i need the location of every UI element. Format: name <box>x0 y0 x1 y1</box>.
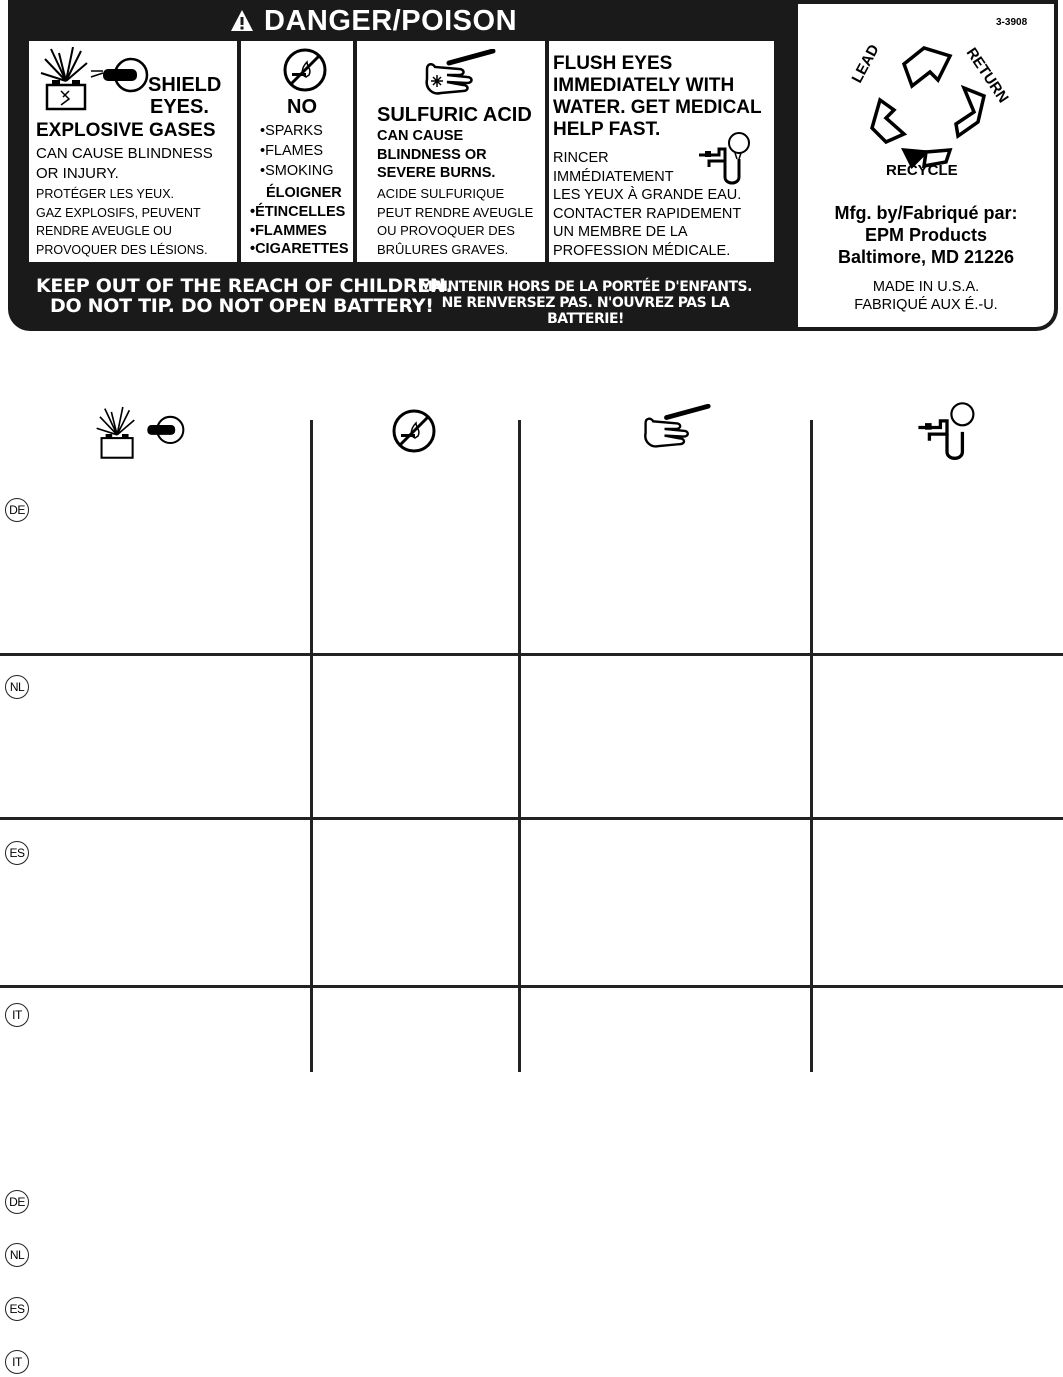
grid-row-divider <box>0 985 1063 988</box>
made-in-usa: MADE IN U.S.A. FABRIQUÉ AUX É.-U. <box>854 279 998 313</box>
children-warning-fr: MAINTENIR HORS DE LA PORTÉE D'ENFANTS. NE RENVERSEZ PAS. N'OUVREZ PAS LA BATTERIE! <box>419 279 752 327</box>
panel-flush-eyes <box>549 41 774 262</box>
no-heading: NO <box>287 96 317 118</box>
lang-badge-it: IT <box>5 1350 29 1374</box>
panel3-fr-text: ACIDE SULFURIQUE PEUT RENDRE AVEUGLE OU PROVOQUER DES BRÛLURES GRAVES. <box>377 186 534 257</box>
lead-text: LEAD <box>848 41 883 86</box>
lang-badge-it: IT <box>5 1003 29 1027</box>
panel1-en-text: CAN CAUSE BLINDNESS OR INJURY. <box>36 145 213 182</box>
grid-row-divider <box>0 653 1063 656</box>
explosive-gases-text: EXPLOSIVE GASES <box>36 120 216 141</box>
lang-badge-es: ES <box>5 1297 29 1321</box>
grid-row-divider <box>0 817 1063 820</box>
no-flame-icon <box>391 408 437 454</box>
battery-explosion-icon <box>39 47 149 113</box>
lang-badge-es: ES <box>5 841 29 865</box>
flush-eyes-heading: FLUSH EYES IMMEDIATELY WITH WATER. GET MEDICAL HELP FAST. <box>553 53 762 140</box>
no-flame-icon <box>282 47 328 93</box>
return-text: RETURN <box>962 44 1012 107</box>
panel1-fr-text: PROTÉGER LES YEUX. GAZ EXPLOSIFS, PEUVENT RENDRE AVEUGLE OU PROVOQUER DES LÉSIONS. <box>36 187 208 257</box>
lang-badge-de: DE <box>5 498 29 522</box>
panel-no-sparks <box>241 41 353 262</box>
shield-eyes-heading: SHIELD EYES. <box>148 74 222 118</box>
panel2-en-list: •SPARKS •FLAMES •SMOKING <box>260 123 334 179</box>
label-title <box>230 4 600 38</box>
dashed-divider <box>353 41 356 262</box>
panel4-fr-text: RINCER IMMÉDIATEMENT LES YEUX À GRANDE EAU. CONTACTER RAPIDEMENT UN MEMBRE DE LA PROFESSION MÉDICALE. <box>553 150 742 259</box>
warning-label <box>8 0 1058 331</box>
panel3-en-text: CAN CAUSE BLINDNESS OR SEVERE BURNS. <box>377 128 496 181</box>
dashed-divider <box>237 41 240 262</box>
panel-sulfuric-acid <box>357 41 545 262</box>
eloigner-heading: ÉLOIGNER <box>266 185 342 201</box>
acid-hand-icon <box>638 404 712 452</box>
sulfuric-acid-heading: SULFURIC ACID <box>377 104 532 126</box>
recycle-panel <box>798 4 1054 327</box>
children-warning-en: KEEP OUT OF THE REACH OF CHILDREN. DO NOT TIP. DO NOT OPEN BATTERY! <box>36 275 453 317</box>
eyewash-faucet-icon <box>914 400 980 466</box>
manufacturer-info: Mfg. by/Fabriqué par: EPM Products Baltimore, MD 21226 <box>834 203 1018 267</box>
grid-column-divider <box>518 420 521 1072</box>
label-code: 3-3908 <box>996 17 1028 28</box>
battery-explosion-icon <box>95 402 185 466</box>
lang-badge-de: DE <box>5 1190 29 1214</box>
recycle-icon <box>846 38 1016 174</box>
title-text: DANGER/POISON <box>264 4 518 37</box>
panel2-fr-list: •ÉTINCELLES •FLAMMES •CIGARETTES <box>250 204 349 257</box>
lang-badge-nl: NL <box>5 1243 29 1267</box>
lang-badge-nl: NL <box>5 675 29 699</box>
acid-hand-icon <box>419 49 497 99</box>
grid-column-divider <box>310 420 313 1072</box>
recycle-text: RECYCLE <box>886 162 958 179</box>
warning-triangle-icon <box>230 9 254 33</box>
panel-shield-eyes <box>29 41 237 262</box>
grid-column-divider <box>810 420 813 1072</box>
